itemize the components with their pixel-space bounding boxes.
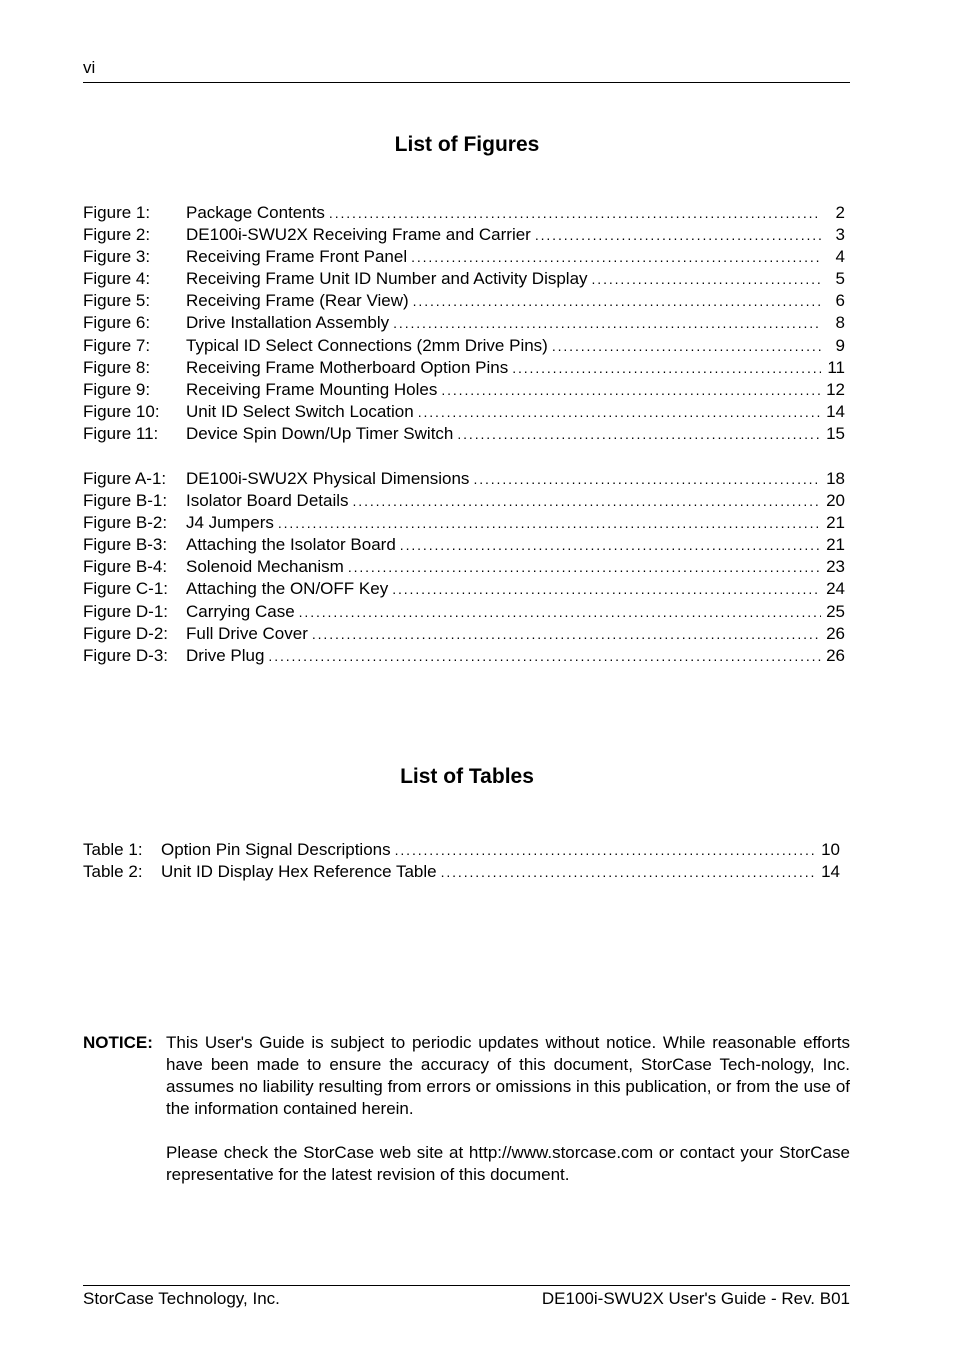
toc-entry-page: 26 xyxy=(826,645,845,665)
toc-entry-label: Figure 1: xyxy=(83,203,151,222)
dot-leader xyxy=(441,861,816,883)
toc-entry-title: Receiving Frame Mounting Holes xyxy=(186,379,438,399)
dot-leader xyxy=(348,556,821,578)
toc-entry-title: Option Pin Signal Descriptions xyxy=(161,840,391,859)
toc-entry-title: DE100i-SWU2X Physical Dimensions xyxy=(186,469,470,488)
footer-company: StorCase Technology, Inc. xyxy=(83,1289,280,1308)
toc-entry-title: Full Drive Cover xyxy=(186,623,308,643)
toc-entry-page: 26 xyxy=(826,623,845,643)
toc-entry-page: 10 xyxy=(821,840,840,859)
toc-entry-page: 3 xyxy=(835,225,845,245)
page-number: vi xyxy=(83,58,96,77)
toc-entry-label: Figure B-2: xyxy=(83,513,168,533)
toc-entry-label: Figure D-1: xyxy=(83,601,169,621)
toc-entry[interactable] xyxy=(83,401,845,423)
dot-leader xyxy=(552,335,821,357)
toc-entry[interactable] xyxy=(83,290,845,312)
notice-label: NOTICE: xyxy=(83,1033,153,1052)
footer-rule xyxy=(83,1285,850,1286)
toc-entry[interactable] xyxy=(83,224,845,246)
toc-entry[interactable] xyxy=(83,423,845,445)
dot-leader xyxy=(473,468,821,490)
toc-entry-page: 14 xyxy=(826,401,845,421)
toc-entry-label: Table 2: xyxy=(83,862,143,882)
dot-leader xyxy=(457,423,821,445)
toc-entry[interactable] xyxy=(83,534,845,556)
header-rule xyxy=(83,82,850,83)
tables-list xyxy=(83,839,840,883)
dot-leader xyxy=(592,268,821,290)
toc-entry-label: Figure 9: xyxy=(83,379,151,399)
toc-entry-page: 25 xyxy=(826,601,845,621)
toc-entry[interactable] xyxy=(83,578,845,600)
toc-entry-title: Carrying Case xyxy=(186,601,295,621)
toc-entry[interactable] xyxy=(83,512,845,534)
toc-entry[interactable] xyxy=(83,312,845,334)
list-of-figures-heading: List of Figures xyxy=(394,133,540,156)
dot-leader xyxy=(413,290,821,312)
toc-entry[interactable] xyxy=(83,202,845,224)
appendix-figures-list xyxy=(83,468,845,667)
toc-entry[interactable] xyxy=(83,357,845,379)
toc-entry-title: Receiving Frame Motherboard Option Pins xyxy=(186,357,509,377)
toc-entry-page: 23 xyxy=(826,557,845,577)
toc-entry-page: 5 xyxy=(835,269,845,289)
dot-leader xyxy=(312,623,821,645)
toc-entry-title: Receiving Frame Unit ID Number and Activity Display xyxy=(186,269,588,289)
toc-entry-title: Package Contents xyxy=(186,203,325,222)
toc-entry-label: Figure B-3: xyxy=(83,535,168,555)
toc-entry-page: 14 xyxy=(821,862,840,882)
notice-body xyxy=(166,1032,850,1186)
dot-leader xyxy=(299,601,821,623)
toc-entry[interactable] xyxy=(83,379,845,401)
toc-entry-page: 8 xyxy=(835,313,845,333)
toc-entry-title: Receiving Frame Front Panel xyxy=(186,247,408,267)
figures-list xyxy=(83,202,845,445)
dot-leader xyxy=(512,357,821,379)
dot-leader xyxy=(268,645,821,667)
toc-entry-title: Unit ID Select Switch Location xyxy=(186,401,414,421)
toc-entry-title: Drive Installation Assembly xyxy=(186,313,390,333)
toc-entry[interactable] xyxy=(83,335,845,357)
toc-entry-label: Figure 4: xyxy=(83,269,151,289)
toc-entry[interactable] xyxy=(83,490,845,512)
dot-leader xyxy=(535,224,821,246)
toc-entry-page: 9 xyxy=(835,335,845,355)
toc-entry-page: 6 xyxy=(835,291,845,311)
dot-leader xyxy=(441,379,821,401)
dot-leader xyxy=(392,578,821,600)
toc-entry-label: Figure 10: xyxy=(83,401,160,421)
toc-entry[interactable] xyxy=(83,556,845,578)
toc-entry-label: Figure 8: xyxy=(83,357,151,377)
toc-entry[interactable] xyxy=(83,268,845,290)
toc-entry[interactable] xyxy=(83,839,840,861)
dot-leader xyxy=(411,246,821,268)
footer-document-title: DE100i-SWU2X User's Guide - Rev. B01 xyxy=(541,1289,850,1308)
toc-entry-page: 20 xyxy=(826,491,845,511)
dot-leader xyxy=(395,839,816,861)
toc-entry-title: Unit ID Display Hex Reference Table xyxy=(161,862,437,882)
toc-entry-label: Figure D-3: xyxy=(83,645,169,665)
list-of-tables-heading: List of Tables xyxy=(400,765,534,788)
toc-entry-label: Figure B-1: xyxy=(83,491,168,511)
toc-entry[interactable] xyxy=(83,623,845,645)
dot-leader xyxy=(329,202,821,224)
notice-paragraph: This User's Guide is subject to periodic updates without notice. While reasonable efforts have been made to ensure the accuracy of this document, StorCase Tech-nology, Inc. assumes no liability resulting from errors or omissions in this publication, or from the use of the information contained herein. xyxy=(166,1033,850,1118)
dot-leader xyxy=(418,401,821,423)
toc-entry-label: Figure 5: xyxy=(83,291,151,311)
toc-entry-title: Attaching the ON/OFF Key xyxy=(186,579,389,599)
dot-leader xyxy=(393,312,821,334)
toc-entry-label: Figure 6: xyxy=(83,313,151,333)
toc-entry-label: Figure 7: xyxy=(83,335,151,355)
toc-entry-page: 21 xyxy=(826,535,845,555)
toc-entry-page: 15 xyxy=(826,423,845,443)
toc-entry-label: Table 1: xyxy=(83,840,143,859)
toc-entry-label: Figure 11: xyxy=(83,423,159,443)
toc-entry-page: 2 xyxy=(835,203,845,222)
toc-entry-page: 4 xyxy=(835,247,845,267)
toc-entry-title: Device Spin Down/Up Timer Switch xyxy=(186,423,454,443)
notice-paragraph: Please check the StorCase web site at http://www.storcase.com or contact your StorCase representative for the latest revision of this document. xyxy=(166,1143,850,1184)
toc-entry-title: DE100i-SWU2X Receiving Frame and Carrier xyxy=(186,225,531,245)
toc-entry[interactable] xyxy=(83,246,845,268)
toc-entry-label: Figure A-1: xyxy=(83,469,167,488)
toc-entry-title: Typical ID Select Connections (2mm Drive Pins) xyxy=(186,335,548,355)
toc-entry-page: 24 xyxy=(826,579,845,599)
toc-entry[interactable] xyxy=(83,468,845,490)
toc-entry[interactable] xyxy=(83,601,845,623)
toc-entry-title: Drive Plug xyxy=(186,645,265,665)
toc-entry-title: J4 Jumpers xyxy=(186,513,274,533)
toc-entry-page: 12 xyxy=(826,379,845,399)
toc-entry-label: Figure 3: xyxy=(83,247,151,267)
toc-entry-label: Figure C-1: xyxy=(83,579,169,599)
toc-entry-label: Figure D-2: xyxy=(83,623,169,643)
toc-entry[interactable] xyxy=(83,645,845,667)
toc-entry-page: 11 xyxy=(827,357,845,377)
toc-entry-title: Attaching the Isolator Board xyxy=(186,535,396,555)
toc-entry-page: 18 xyxy=(826,469,845,488)
dot-leader xyxy=(278,512,821,534)
toc-entry-label: Figure B-4: xyxy=(83,557,168,577)
toc-entry-page: 21 xyxy=(826,513,845,533)
toc-entry-title: Receiving Frame (Rear View) xyxy=(186,291,409,311)
toc-entry-title: Solenoid Mechanism xyxy=(186,557,344,577)
toc-entry-title: Isolator Board Details xyxy=(186,491,349,511)
dot-leader xyxy=(400,534,821,556)
toc-entry-label: Figure 2: xyxy=(83,225,151,245)
toc-entry[interactable] xyxy=(83,861,840,883)
dot-leader xyxy=(353,490,821,512)
notice-block xyxy=(83,1032,850,1208)
